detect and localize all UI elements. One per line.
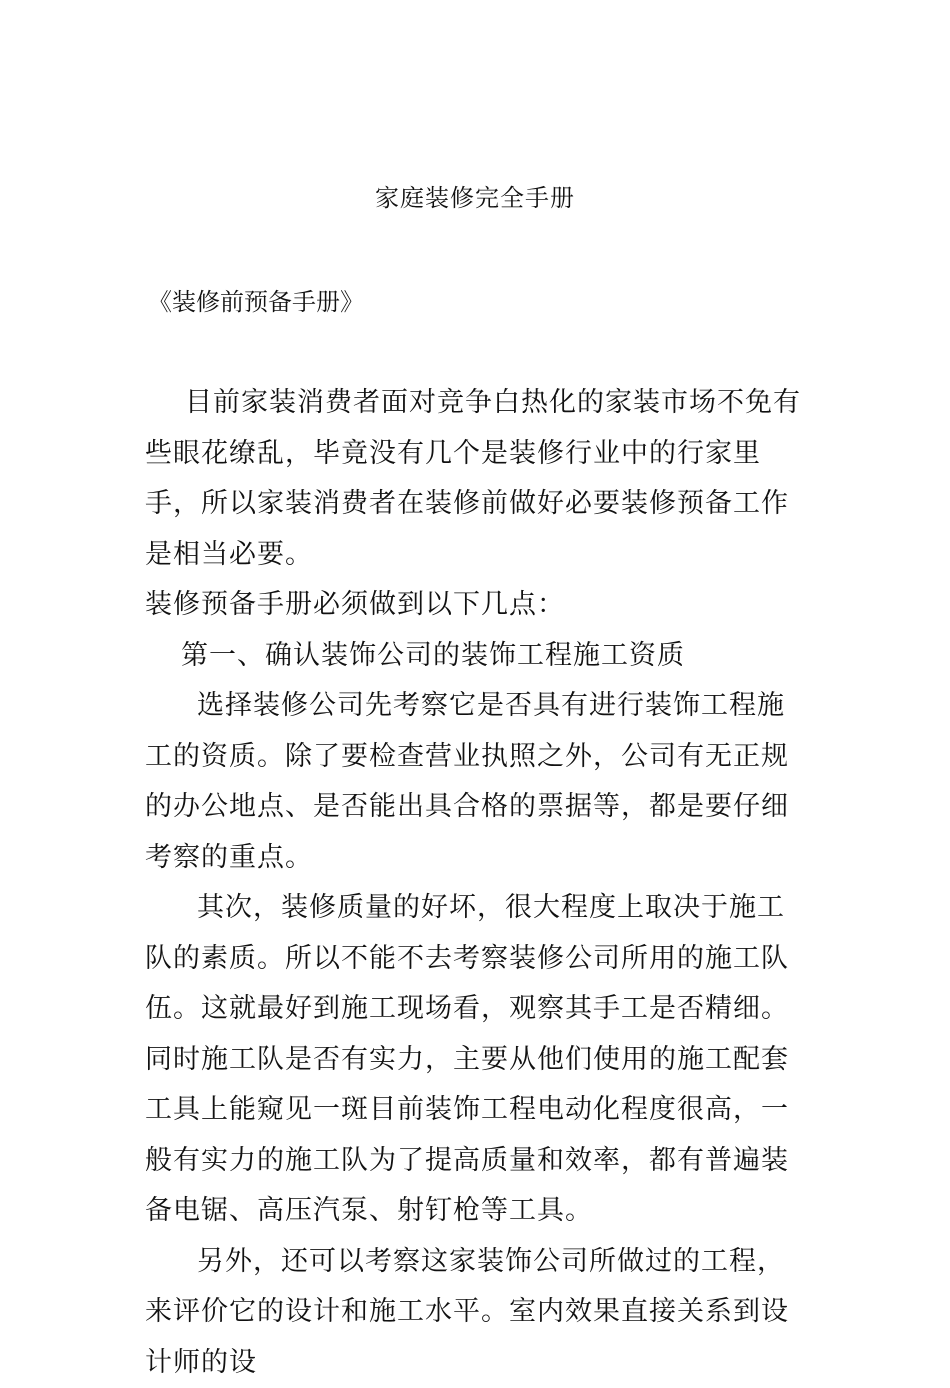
paragraph-construction-team: 其次，装修质量的好坏，很大程度上取决于施工队的素质。所以不能不去考察装修公司所用的施工队伍。这就最好到施工现场看，观察其手工是否精细。同时施工队是否有实力，主要从他们使用的施工配套工具上能窥见一斑目前装饰工程电动化程度很高，一般有实力的施工队为了提高质量和效率，都有普遍装备电锯、高压汽泵、射钉枪等工具。 (145, 883, 809, 1237)
section-heading: 第一、确认装饰公司的装饰工程施工资质 (145, 631, 809, 682)
document-title: 家庭装修完全手册 (0, 180, 950, 216)
paragraph-intro: 目前家装消费者面对竞争白热化的家装市场不免有些眼花缭乱，毕竟没有几个是装修行业中的行家里手，所以家装消费者在装修前做好必要装修预备工作是相当必要。 (145, 378, 809, 580)
paragraph-qualification: 选择装修公司先考察它是否具有进行装饰工程施工的资质。除了要检查营业执照之外，公司有无正规的办公地点、是否能出具合格的票据等，都是要仔细考察的重点。 (145, 681, 809, 883)
document-body (145, 378, 809, 1388)
paragraph-list-intro: 装修预备手册必须做到以下几点： (145, 580, 809, 631)
document-subtitle: 《装修前预备手册》 (148, 284, 364, 320)
paragraph-past-projects: 另外，还可以考察这家装饰公司所做过的工程，来评价它的设计和施工水平。室内效果直接关系到设计师的设 (145, 1237, 809, 1388)
